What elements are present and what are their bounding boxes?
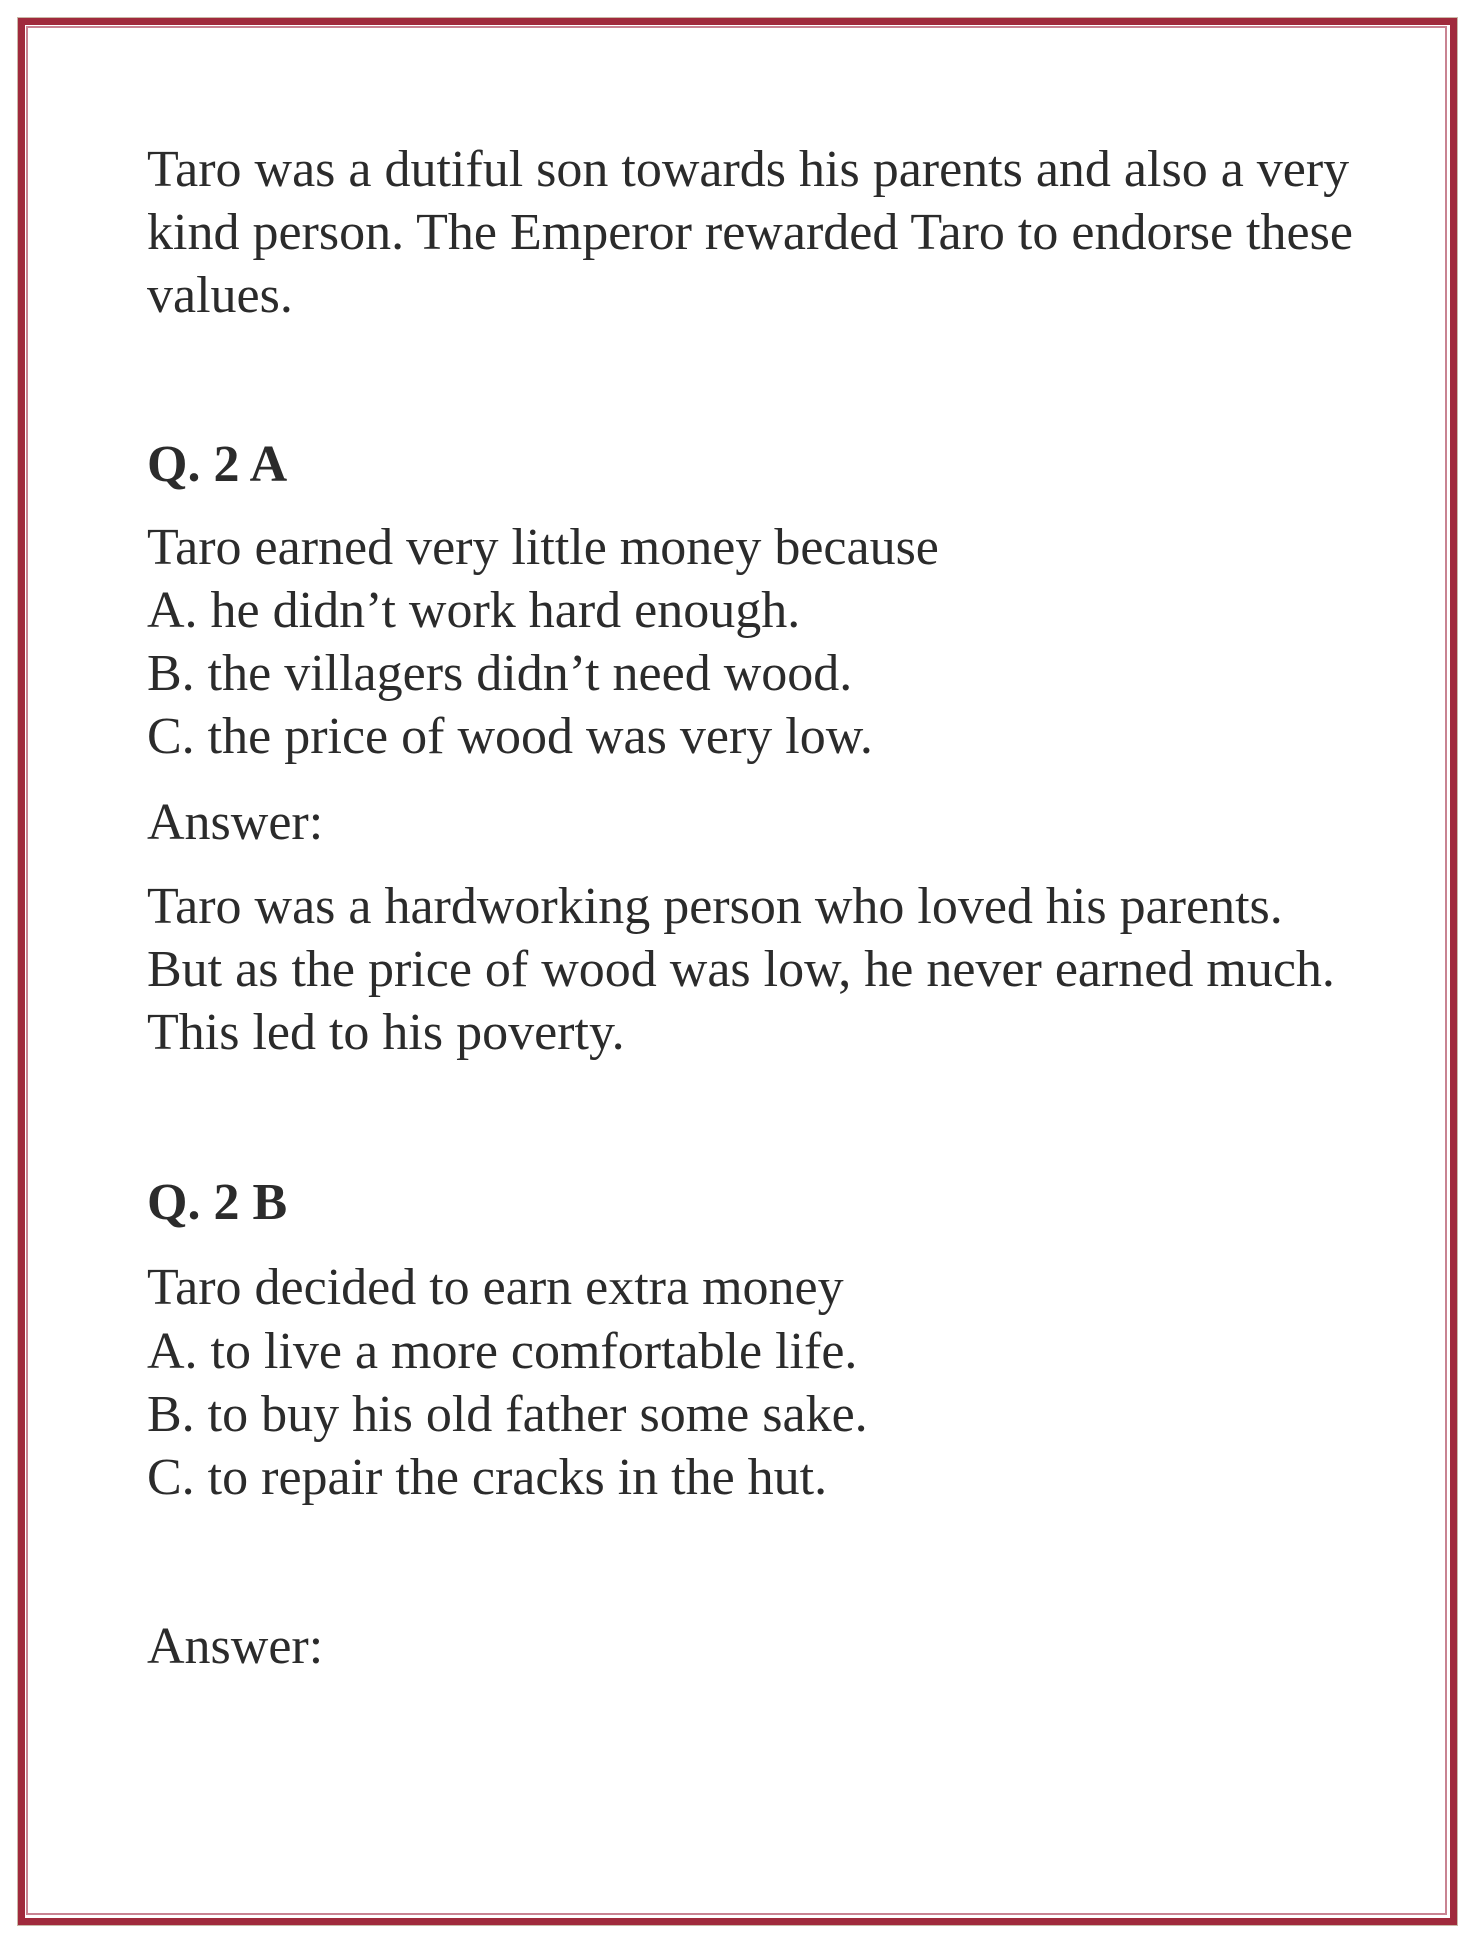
option-a: A. to live a more comfortable life. xyxy=(147,1323,858,1380)
intro-line: values. xyxy=(147,267,293,324)
option-a: A. he didn’t work hard enough. xyxy=(147,582,801,639)
question-heading: Q. 2 A xyxy=(147,436,288,493)
intro-line: Taro was a dutiful son towards his parents and also a very xyxy=(147,141,1350,198)
option-b: B. to buy his old father some sake. xyxy=(147,1386,868,1443)
option-b: B. the villagers didn’t need wood. xyxy=(147,645,853,702)
question-prompt: Taro earned very little money because xyxy=(147,519,939,576)
intro-line: kind person. The Emperor rewarded Taro to endorse these xyxy=(147,204,1353,261)
question-heading: Q. 2 B xyxy=(147,1174,288,1231)
option-c: C. to repair the cracks in the hut. xyxy=(147,1449,828,1506)
answer-line: This led to his poverty. xyxy=(147,1004,625,1061)
question-prompt: Taro decided to earn extra money xyxy=(147,1259,844,1316)
answer-label: Answer: xyxy=(147,1618,324,1675)
answer-line: But as the price of wood was low, he never earned much. xyxy=(147,941,1335,998)
answer-line: Taro was a hardworking person who loved his parents. xyxy=(147,878,1283,935)
answer-label: Answer: xyxy=(147,794,324,851)
option-c: C. the price of wood was very low. xyxy=(147,708,873,765)
